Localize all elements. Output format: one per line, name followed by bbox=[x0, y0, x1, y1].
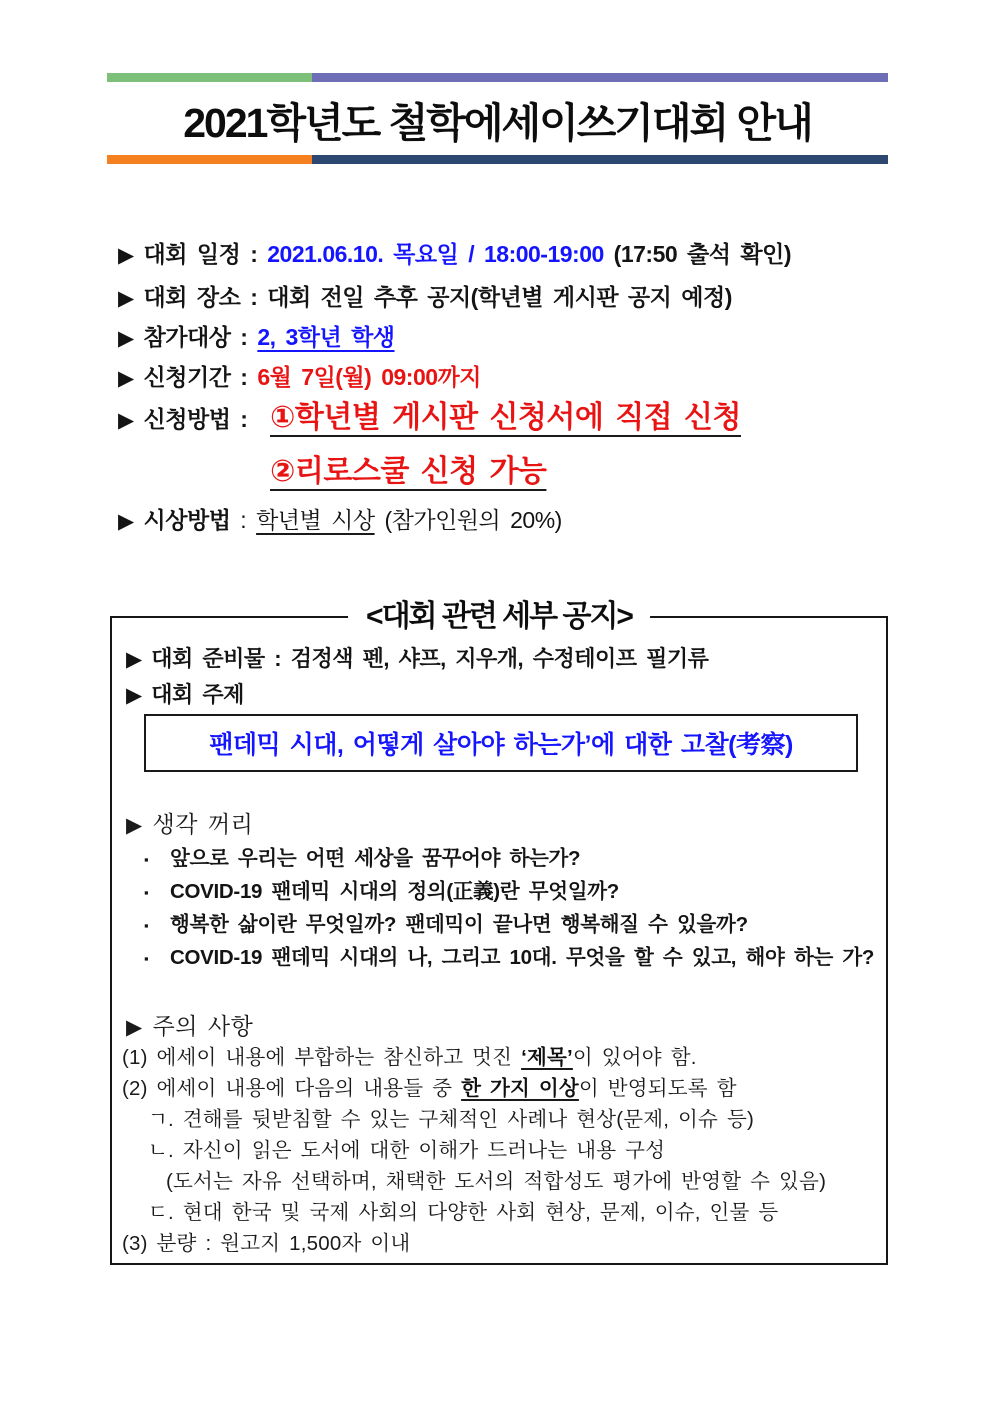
square-bullet-icon: ▪ bbox=[144, 951, 149, 966]
caution-subitem-2: ㄴ. 자신이 읽은 도서에 대한 이해가 드러나는 내용 구성 bbox=[148, 1139, 666, 1162]
list-item bbox=[144, 942, 876, 975]
separator: : bbox=[230, 507, 257, 533]
info-line-awards bbox=[118, 502, 562, 535]
info-line-venue bbox=[118, 279, 732, 312]
think-heading-text: 생각 꺼리 bbox=[152, 811, 254, 837]
think-item-text: COVID-19 팬데믹 시대의 나, 그리고 10대. 무엇을 할 수 있고, 해야 하는 가? bbox=[170, 946, 875, 969]
triangle-bullet-icon: ▶ bbox=[118, 510, 134, 533]
cautions-section-heading bbox=[126, 1008, 253, 1041]
separator: : bbox=[240, 241, 268, 267]
apply-period-value: 6월 7일(월) 09:00까지 bbox=[257, 364, 481, 390]
separator: : bbox=[230, 364, 258, 390]
venue-value: 대회 전일 추후 공지(학년별 게시판 공지 예정) bbox=[267, 284, 732, 310]
list-item bbox=[144, 843, 876, 876]
notice-box bbox=[110, 600, 888, 1265]
supplies-line bbox=[126, 642, 708, 673]
item-number: (3) bbox=[122, 1232, 148, 1255]
schedule-value: 2021.06.10. 목요일 / 18:00-19:00 bbox=[267, 241, 604, 267]
triangle-bullet-icon: ▶ bbox=[118, 244, 134, 267]
apply-method-option-2: ②리로스쿨 신청 가능 bbox=[270, 455, 547, 488]
header-top-bar-purple-segment bbox=[312, 73, 888, 82]
separator: : bbox=[240, 284, 268, 310]
topic-label: 대회 주제 bbox=[151, 682, 244, 707]
triangle-bullet-icon: ▶ bbox=[118, 287, 134, 310]
triangle-bullet-icon: ▶ bbox=[126, 1016, 143, 1039]
supplies-label: 대회 준비물 bbox=[151, 646, 265, 671]
info-line-eligibility bbox=[118, 319, 395, 352]
square-bullet-icon: ▪ bbox=[144, 885, 149, 900]
triangle-bullet-icon: ▶ bbox=[118, 327, 134, 350]
venue-label: 대회 장소 bbox=[143, 284, 241, 310]
item-text: 에세이 내용에 부합하는 참신하고 멋진 bbox=[147, 1046, 522, 1069]
separator: : bbox=[230, 406, 258, 432]
awards-value: 학년별 시상 bbox=[256, 507, 375, 533]
header-top-bar bbox=[107, 73, 888, 82]
notice-box-legend: <대회 관련 세부 공지> bbox=[348, 591, 650, 635]
cautions-heading-text: 주의 사항 bbox=[152, 1013, 254, 1039]
info-line-apply-method-2 bbox=[270, 446, 546, 490]
triangle-bullet-icon: ▶ bbox=[126, 648, 142, 671]
info-line-schedule bbox=[118, 236, 791, 269]
item-number: (1) bbox=[122, 1046, 148, 1069]
eligibility-label: 참가대상 bbox=[143, 324, 231, 350]
header-bottom-bar-orange-segment bbox=[107, 155, 312, 164]
apply-method-label: 신청방법 bbox=[143, 406, 231, 432]
awards-label: 시상방법 bbox=[143, 507, 231, 533]
caution-item-3 bbox=[122, 1228, 880, 1259]
item-text: 에세이 내용에 다음의 내용들 중 bbox=[147, 1077, 462, 1100]
apply-method-option-1: ①학년별 게시판 신청서에 직접 신청 bbox=[270, 401, 741, 434]
list-item bbox=[144, 909, 876, 942]
item-emphasis: 한 가지 이상 bbox=[461, 1077, 579, 1100]
caution-item-2 bbox=[122, 1073, 880, 1104]
triangle-bullet-icon: ▶ bbox=[118, 367, 134, 390]
schedule-label: 대회 일정 bbox=[143, 241, 241, 267]
triangle-bullet-icon: ▶ bbox=[118, 409, 134, 432]
cautions-list bbox=[122, 1042, 880, 1259]
topic-label-line bbox=[126, 678, 244, 709]
topic-text: 팬데믹 시대, 어떻게 살아야 하는가’에 대한 고찰(考察) bbox=[209, 731, 793, 759]
awards-suffix: (참가인원의 20%) bbox=[374, 507, 562, 533]
item-text: 이 있어야 함. bbox=[572, 1046, 697, 1069]
separator: : bbox=[264, 646, 291, 671]
triangle-bullet-icon: ▶ bbox=[126, 684, 142, 707]
caution-subitem-3: ㄷ. 현대 한국 및 국제 사회의 다양한 사회 현상, 문제, 이슈, 인물 등 bbox=[148, 1201, 779, 1224]
item-text: 이 반영되도록 함 bbox=[578, 1077, 737, 1100]
item-emphasis: ‘제목’ bbox=[521, 1046, 573, 1069]
list-item bbox=[144, 876, 876, 909]
think-item-text: COVID-19 팬데믹 시대의 정의(正義)란 무엇일까? bbox=[170, 880, 619, 903]
topic-box bbox=[144, 714, 858, 772]
page-title: 2021학년도 철학에세이쓰기대회 안내 bbox=[183, 100, 812, 146]
think-item-text: 앞으로 우리는 어떤 세상을 꿈꾸어야 하는가? bbox=[170, 847, 581, 870]
square-bullet-icon: ▪ bbox=[144, 918, 149, 933]
think-list bbox=[144, 843, 876, 975]
header-top-bar-green-segment bbox=[107, 73, 312, 82]
header-bottom-bar-navy-segment bbox=[312, 155, 888, 164]
item-number: (2) bbox=[122, 1077, 148, 1100]
think-item-text: 행복한 삶이란 무엇일까? 팬데믹이 끝나면 행복해질 수 있을까? bbox=[170, 913, 748, 936]
info-line-apply-method bbox=[118, 392, 741, 436]
caution-subitem-2-note: (도서는 자유 선택하며, 채택한 도서의 적합성도 평가에 반영할 수 있음) bbox=[166, 1170, 827, 1193]
supplies-value: 검정색 펜, 샤프, 지우개, 수정테이프 필기류 bbox=[290, 646, 709, 671]
triangle-bullet-icon: ▶ bbox=[126, 814, 143, 837]
caution-subitem-1: ㄱ. 견해를 뒷받침할 수 있는 구체적인 사례나 현상(문제, 이슈 등) bbox=[148, 1108, 754, 1131]
square-bullet-icon: ▪ bbox=[144, 852, 149, 867]
schedule-suffix: (17:50 출석 확인) bbox=[603, 241, 791, 267]
info-line-apply-period bbox=[118, 359, 481, 392]
eligibility-value: 2, 3학년 학생 bbox=[257, 324, 395, 350]
caution-item-1 bbox=[122, 1042, 880, 1073]
header-bottom-bar bbox=[107, 155, 888, 164]
apply-period-label: 신청기간 bbox=[143, 364, 231, 390]
item-text: 분량 : 원고지 1,500자 이내 bbox=[147, 1232, 411, 1255]
think-section-heading bbox=[126, 806, 253, 839]
separator: : bbox=[230, 324, 258, 350]
